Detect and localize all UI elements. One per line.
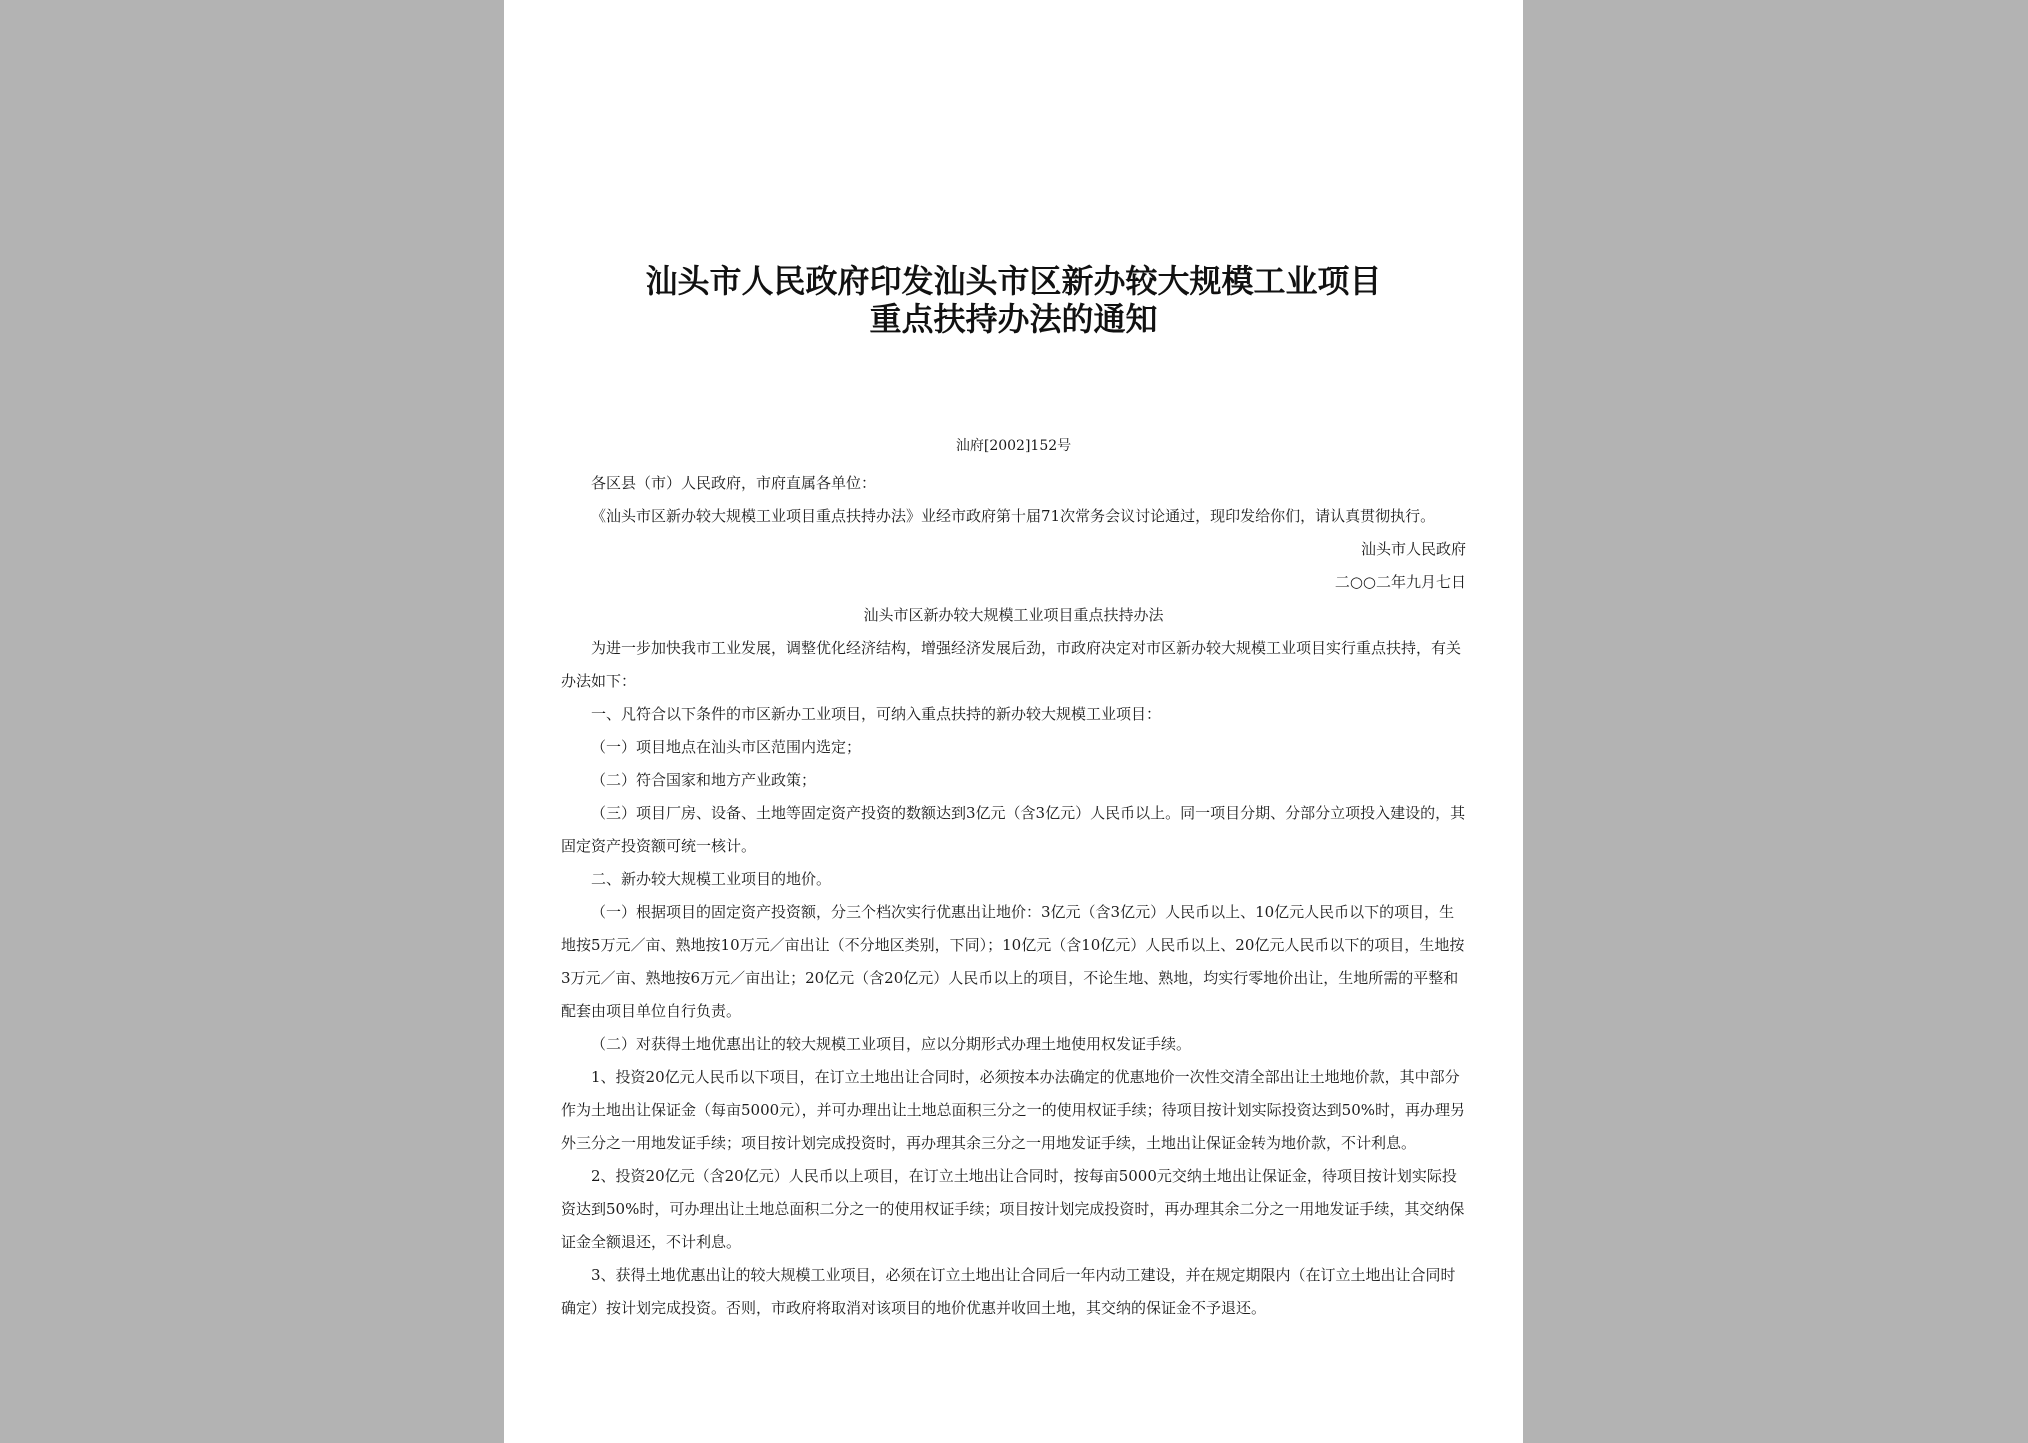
- paragraph: 3、获得土地优惠出让的较大规模工业项目，必须在订立土地出让合同后一年内动工建设，并在规定期限内（在订立土地出让合同时确定）按计划完成投资。否则，市政府将取消对该项目的地价优惠并收回土地，其交纳的保证金不予退还。: [561, 1266, 1456, 1317]
- paragraph: （二）对获得土地优惠出让的较大规模工业项目，应以分期形式办理土地使用权发证手续。: [591, 1035, 1192, 1053]
- document-number: 汕府[2002]152号: [955, 438, 1072, 454]
- issue-date: 二○○二年九月七日: [1334, 573, 1466, 591]
- paragraph: 1、投资20亿元人民币以下项目，在订立土地出让合同时，必须按本办法确定的优惠地价一次性交清全部出让土地地价款，其中部分作为土地出让保证金（每亩5000元），并可办理出让土地总面积三分之一的使用权证手续；待项目按计划实际投资达到50%时，再办理另外三分之一用地发证手续；项目按计划完成投资时，再办理其余三分之一用地发证手续，土地出让保证金转为地价款，不计利息。: [561, 1068, 1466, 1152]
- intro-paragraph: 《汕头市区新办较大规模工业项目重点扶持办法》业经市政府第十届71次常务会议讨论通过，现印发给你们，请认真贯彻执行。: [591, 507, 1436, 525]
- paragraph: （三）项目厂房、设备、土地等固定资产投资的数额达到3亿元（含3亿元）人民币以上。同一项目分期、分部分立项投入建设的，其固定资产投资额可统一核计。: [561, 804, 1466, 855]
- measures-title: 汕头市区新办较大规模工业项目重点扶持办法: [863, 606, 1164, 624]
- paragraph: 为进一步加快我市工业发展，调整优化经济结构，增强经济发展后劲，市政府决定对市区新办较大规模工业项目实行重点扶持，有关办法如下：: [561, 639, 1462, 690]
- paragraph: （一）项目地点在汕头市区范围内选定；: [591, 738, 862, 756]
- document-title: [561, 262, 1466, 338]
- document-page: [504, 0, 1523, 1443]
- document-body: [561, 467, 1466, 1325]
- salutation: 各区县（市）人民政府，市府直属各单位：: [591, 474, 877, 492]
- paragraph: （二）符合国家和地方产业政策；: [591, 771, 817, 789]
- paragraph: 2、投资20亿元（含20亿元）人民币以上项目，在订立土地出让合同时，按每亩5000元交纳土地出让保证金，待项目按计划实际投资达到50%时，可办理出让土地总面积二分之一的使用权证手续；项目按计划完成投资时，再办理其余二分之一用地发证手续，其交纳保证金全额退还，不计利息。: [561, 1167, 1465, 1251]
- paragraph: （一）根据项目的固定资产投资额，分三个档次实行优惠出让地价：3亿元（含3亿元）人民币以上、10亿元人民币以下的项目，生地按5万元／亩、熟地按10万元／亩出让（不分地区类别，下同）；10亿元（含10亿元）人民币以上、20亿元人民币以下的项目，生地按3万元／亩、熟地按6万元／亩出让；20亿元（含20亿元）人民币以上的项目，不论生地、熟地，均实行零地价出让，生地所需的平整和配套由项目单位自行负责。: [561, 903, 1465, 1020]
- paragraph: 二、新办较大规模工业项目的地价。: [591, 870, 832, 888]
- title-line-2: 重点扶持办法的通知: [869, 300, 1158, 338]
- issuer: 汕头市人民政府: [1360, 540, 1466, 558]
- paragraph: 一、凡符合以下条件的市区新办工业项目，可纳入重点扶持的新办较大规模工业项目：: [591, 705, 1162, 723]
- title-line-1: 汕头市人民政府印发汕头市区新办较大规模工业项目: [645, 262, 1382, 300]
